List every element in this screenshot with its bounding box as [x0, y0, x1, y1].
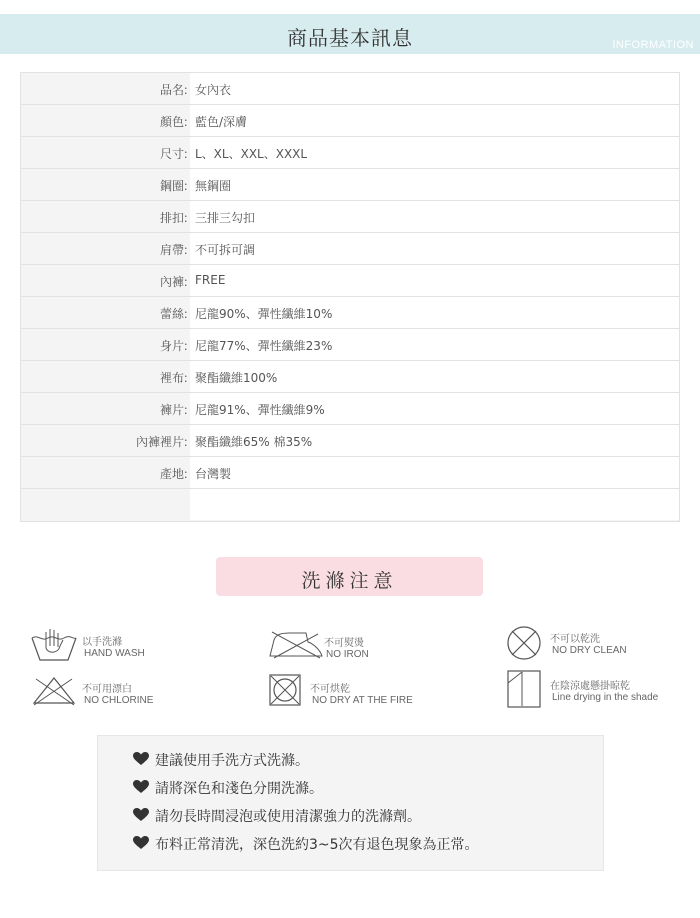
spec-colon: ： — [183, 435, 196, 449]
care-label-en: NO DRY AT THE FIRE — [312, 695, 413, 706]
spec-colon: ： — [183, 115, 196, 129]
care-label-en: Line drying in the shade — [552, 692, 659, 703]
spec-row-empty — [21, 489, 679, 521]
care-label-zh: 不可烘乾 — [310, 684, 350, 695]
spec-row — [21, 201, 679, 233]
no-tumble-dry-icon — [268, 673, 302, 707]
notes-box — [97, 735, 604, 871]
spec-value: 尼龍90%、彈性纖維10% — [195, 307, 333, 321]
care-item-no-iron — [268, 630, 428, 666]
spec-key: 蕾絲 — [159, 307, 184, 321]
spec-value: 藍色/深膚 — [195, 115, 248, 129]
care-label-zh: 不可以乾洗 — [550, 634, 600, 645]
spec-row — [21, 233, 679, 265]
care-label-en: NO IRON — [326, 649, 369, 660]
spec-value: 尼龍77%、彈性纖維23% — [195, 339, 333, 353]
spec-key: 鋼圈 — [159, 179, 184, 193]
spec-colon: ： — [183, 403, 196, 417]
spec-colon: ： — [183, 371, 196, 385]
page-title: 商品基本訊息 — [287, 26, 413, 50]
care-label-en: NO CHLORINE — [84, 695, 154, 706]
spec-row — [21, 169, 679, 201]
spec-key: 顏色 — [159, 115, 184, 129]
spec-key: 肩帶 — [159, 243, 184, 257]
spec-row — [21, 457, 679, 489]
care-label-zh: 不可用漂白 — [82, 684, 132, 695]
care-label-en: HAND WASH — [84, 648, 145, 659]
spec-row — [21, 393, 679, 425]
spec-row — [21, 361, 679, 393]
note-text: 請將深色和淺色分開洗滌。 — [155, 781, 323, 797]
care-label-zh: 不可熨燙 — [324, 638, 364, 649]
heart-icon — [133, 780, 149, 794]
note-text: 建議使用手洗方式洗滌。 — [155, 753, 309, 769]
no-chlorine-icon — [30, 675, 78, 707]
care-item-no-chlorine — [30, 675, 190, 711]
spec-row — [21, 329, 679, 361]
spec-key: 尺寸 — [159, 147, 184, 161]
care-label-en: NO DRY CLEAN — [552, 645, 627, 656]
care-item-no-tumble-dry — [268, 673, 448, 709]
spec-value: 無鋼圈 — [195, 179, 232, 193]
spec-key: 裡布 — [159, 371, 184, 385]
spec-colon: ： — [183, 83, 196, 97]
wash-title: 洗滌注意 — [301, 570, 398, 592]
spec-value: 女內衣 — [195, 83, 232, 97]
care-item-no-dry-clean — [506, 625, 666, 663]
spec-key: 身片 — [159, 339, 184, 353]
spec-value: 尼龍91%、彈性纖維9% — [195, 403, 325, 417]
spec-key: 褲片 — [159, 403, 184, 417]
care-label-zh: 在陰涼處懸掛晾乾 — [550, 681, 630, 692]
care-item-hand-wash — [30, 626, 190, 666]
heart-icon — [133, 836, 149, 850]
note-text: 布料正常清洗，深色洗約3~5次有退色現象為正常。 — [155, 837, 479, 853]
spec-value: 聚酯纖維65% 棉35% — [195, 435, 313, 449]
spec-value: L、XL、XXL、XXXL — [195, 147, 308, 161]
care-item-line-dry-shade — [506, 669, 676, 709]
spec-colon: ： — [183, 307, 196, 321]
spec-table — [20, 72, 680, 522]
wash-section-title — [216, 557, 483, 596]
spec-row — [21, 297, 679, 329]
spec-key: 內褲 — [159, 275, 184, 289]
note-text: 請勿長時間浸泡或使用清潔強力的洗滌劑。 — [155, 809, 421, 825]
spec-value: 三排三勾扣 — [195, 211, 256, 225]
spec-colon: ： — [183, 339, 196, 353]
spec-colon: ： — [183, 275, 196, 289]
no-iron-icon — [268, 630, 324, 660]
spec-value: 台灣製 — [195, 467, 232, 481]
spec-row — [21, 105, 679, 137]
spec-colon: ： — [183, 467, 196, 481]
spec-row — [21, 137, 679, 169]
spec-colon: ： — [183, 147, 196, 161]
spec-row — [21, 425, 679, 457]
spec-value: 聚酯纖維100% — [195, 371, 278, 385]
spec-key: 品名 — [159, 83, 184, 97]
spec-colon: ： — [183, 179, 196, 193]
spec-key: 排扣 — [159, 211, 184, 225]
spec-key: 產地 — [159, 467, 184, 481]
spec-colon: ： — [183, 211, 196, 225]
no-dry-clean-icon — [506, 625, 542, 661]
heart-icon — [133, 752, 149, 766]
spec-row — [21, 265, 679, 297]
spec-value: FREE — [195, 273, 226, 287]
heart-icon — [133, 808, 149, 822]
spec-key: 內褲裡片 — [135, 435, 184, 449]
page-subtitle: INFORMATION — [612, 39, 694, 51]
spec-row — [21, 73, 679, 105]
spec-colon: ： — [183, 243, 196, 257]
care-label-zh: 以手洗滌 — [82, 637, 122, 648]
hand-wash-icon — [30, 626, 78, 662]
line-dry-shade-icon — [506, 669, 542, 709]
spec-value: 不可拆可調 — [195, 243, 256, 257]
